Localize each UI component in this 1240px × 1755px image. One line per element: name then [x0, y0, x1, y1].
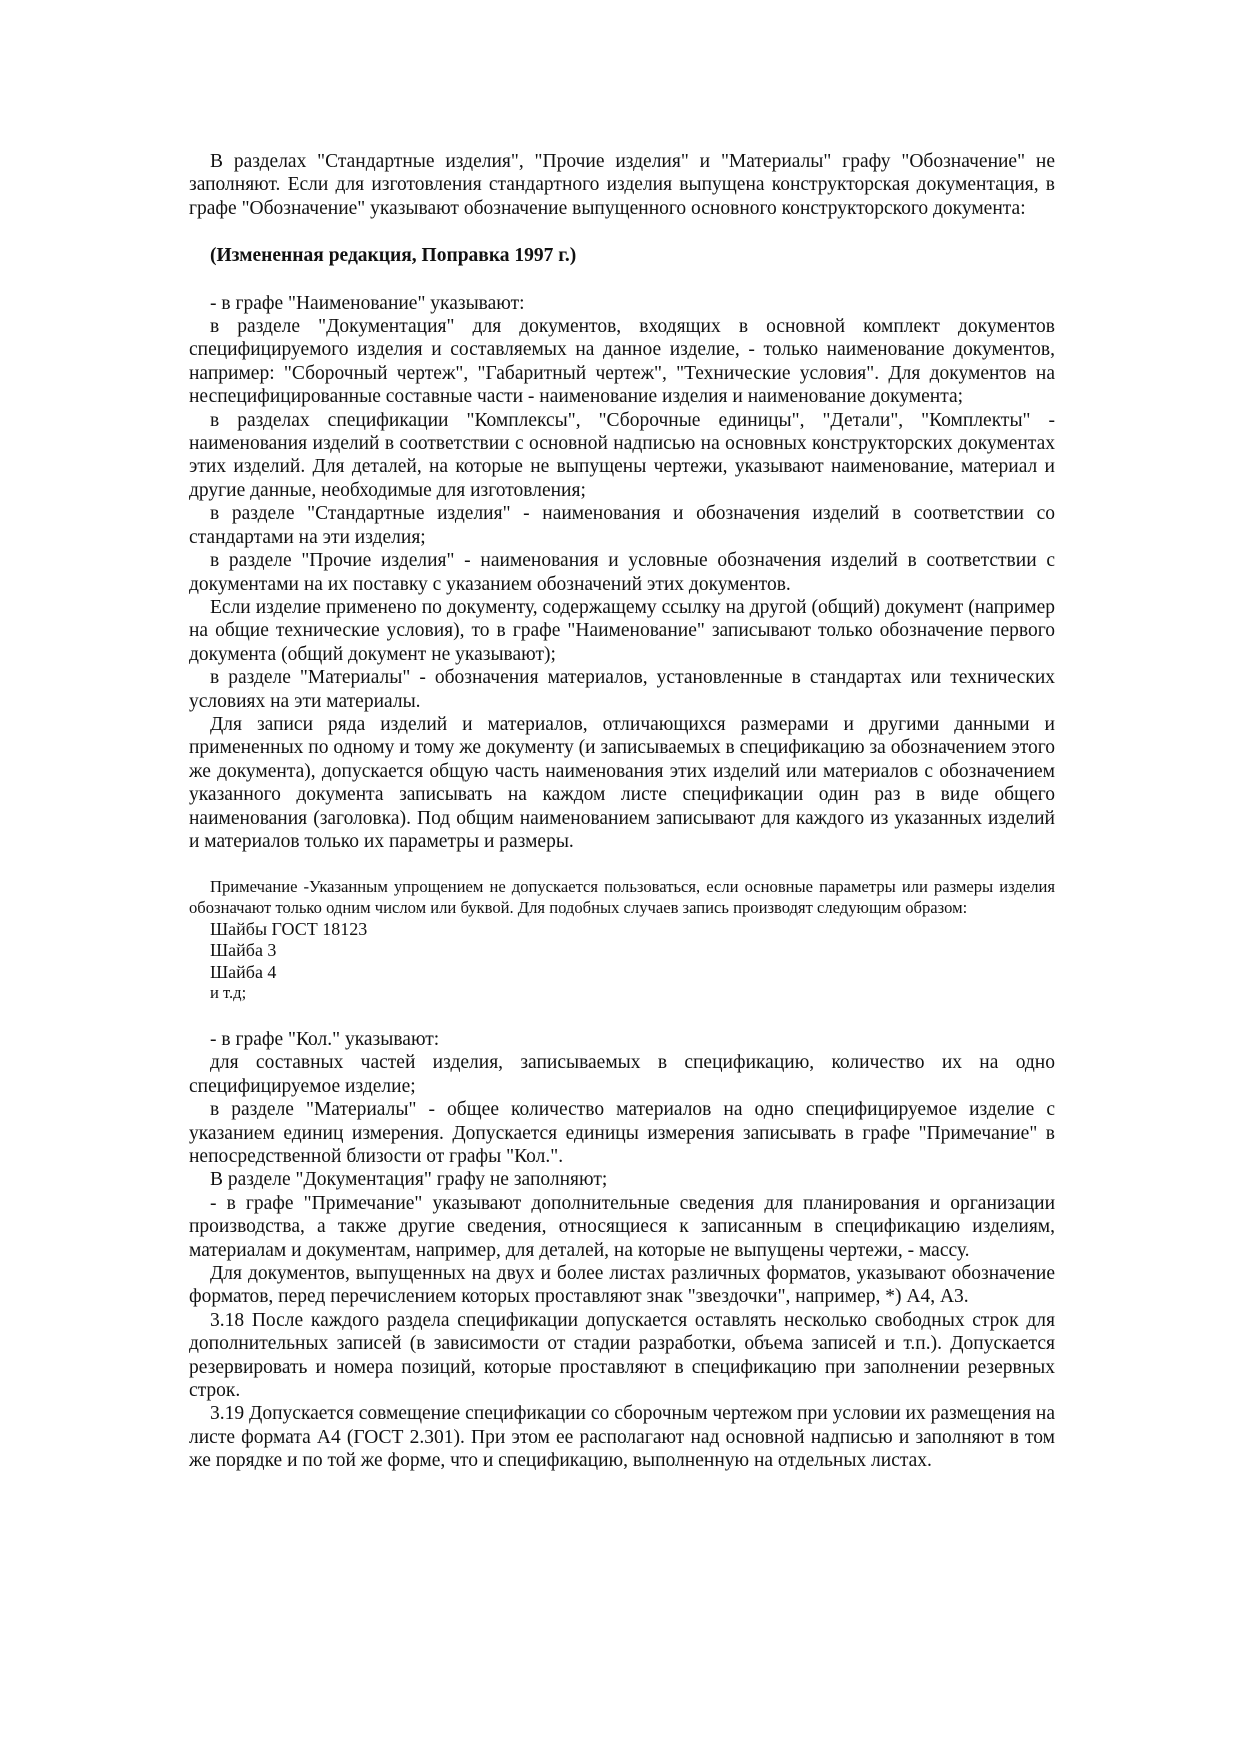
- paragraph-3-19: 3.19 Допускается совмещение спецификации со сборочным чертежом при условии их размещения на листе формата А4 (ГОСТ 2.301). При этом ее располагают над основной надписью и заполняют в том же порядке и по той же форме, что и спецификацию, выполненную на отдельных листах.: [189, 1403, 1055, 1472]
- document-page: [189, 150, 1055, 1473]
- quantity-column-heading: - в графе "Кол." указывают:: [210, 1028, 440, 1050]
- name-column-heading: - в графе "Наименование" указывают:: [210, 292, 525, 314]
- paragraph-name-series: Для записи ряда изделий и материалов, отличающихся размерами и другими данными и примененных по одному и тому же документу (и записываемых в спецификацию за обозначением этого же документа), допускается общую часть наименования этих изделий или материалов с обозначением указанного документа записывать на каждом листе спецификации один раз в виде общего наименования (заголовка). Под общим наименованием записывают для каждого из указанных изделий и материалов только их параметры и размеры.: [189, 713, 1055, 852]
- paragraph-3-18: 3.18 После каждого раздела спецификации допускается оставлять несколько свободных строк для дополнительных записей (в зависимости от стадии разработки, объема записей и т.п.). Допускается резервировать и номера позиций, которые проставляют в спецификацию при заполнении резервных строк.: [189, 1309, 1055, 1402]
- note-example-line: и т.д;: [210, 983, 247, 1003]
- note-paragraph: Примечание -Указанным упрощением не допускается пользоваться, если основные параметры или размеры изделия обозначают только одним числом или буквой. Для подобных случаев запись производят следующим образом:: [189, 877, 1055, 917]
- paragraph-name-general-document: Если изделие применено по документу, содержащему ссылку на другой (общий) документ (например на общие технические условия), то в графе "Наименование" записывают только обозначение первого документа (общий документ не указывают);: [189, 596, 1055, 665]
- paragraph-name-materials: в разделе "Материалы" - обозначения материалов, установленные в стандартах или технических условиях на эти материалы.: [189, 667, 1055, 712]
- paragraph-name-other-items: в разделе "Прочие изделия" - наименования и условные обозначения изделий в соответствии с документами на их поставку с указанием обозначений этих документов.: [189, 550, 1055, 595]
- note-example-line: Шайба 3: [210, 940, 277, 961]
- paragraph-remarks-column: - в графе "Примечание" указывают дополнительные сведения для планирования и организации производства, а также другие сведения, относящиеся к записанным в спецификацию изделиям, материалам и документам, например, для деталей, на которые не выпущены чертежи, - массу.: [189, 1192, 1055, 1261]
- note-example-line: Шайбы ГОСТ 18123: [210, 918, 368, 939]
- paragraph-name-documentation: в разделе "Документация" для документов, входящих в основной комплект документов специфицируемого изделия и составляемых на данное изделие, - только наименование документов, например: "Сборочный чертеж", "Габаритный чертеж", "Технические условия". Для документов на неспецифицированные составные части - наименование изделия и наименование документа;: [189, 316, 1055, 408]
- paragraph-qty-documentation: В разделе "Документация" графу не заполняют;: [210, 1169, 608, 1191]
- paragraph-qty-parts: для составных частей изделия, записываемых в спецификацию, количество их на одно специфицируемое изделие;: [189, 1052, 1055, 1097]
- paragraph-qty-materials: в разделе "Материалы" - общее количество материалов на одно специфицируемое изделие с указанием единиц измерения. Допускается единицы измерения записывать в графе "Примечание" в непосредственной близости от графы "Кол.".: [189, 1099, 1055, 1167]
- paragraph-name-complexes: в разделах спецификации "Комплексы", "Сборочные единицы", "Детали", "Комплекты" - наименования изделий в соответствии с основной надписью на основных конструкторских документах этих изделий. Для деталей, на которые не выпущены чертежи, указывают наименование, материал и другие данные, необходимые для изготовления;: [189, 409, 1055, 501]
- paragraph-designation-rules: В разделах "Стандартные изделия", "Прочие изделия" и "Материалы" графу "Обозначение" не заполняют. Если для изготовления стандартного изделия выпущена конструкторская документация, в графе "Обозначение" указывают обозначение выпущенного основного конструкторского документа:: [189, 151, 1055, 219]
- note-example-line: Шайба 4: [210, 961, 277, 982]
- paragraph-name-standard-items: в разделе "Стандартные изделия" - наименования и обозначения изделий в соответствии со стандартами на эти изделия;: [189, 503, 1055, 548]
- revision-note: (Измененная редакция, Поправка 1997 г.): [210, 245, 577, 267]
- paragraph-formats: Для документов, выпущенных на двух и более листах различных форматов, указывают обозначение форматов, перед перечислением которых проставляют знак "звездочки", например, *) А4, А3.: [189, 1263, 1055, 1308]
